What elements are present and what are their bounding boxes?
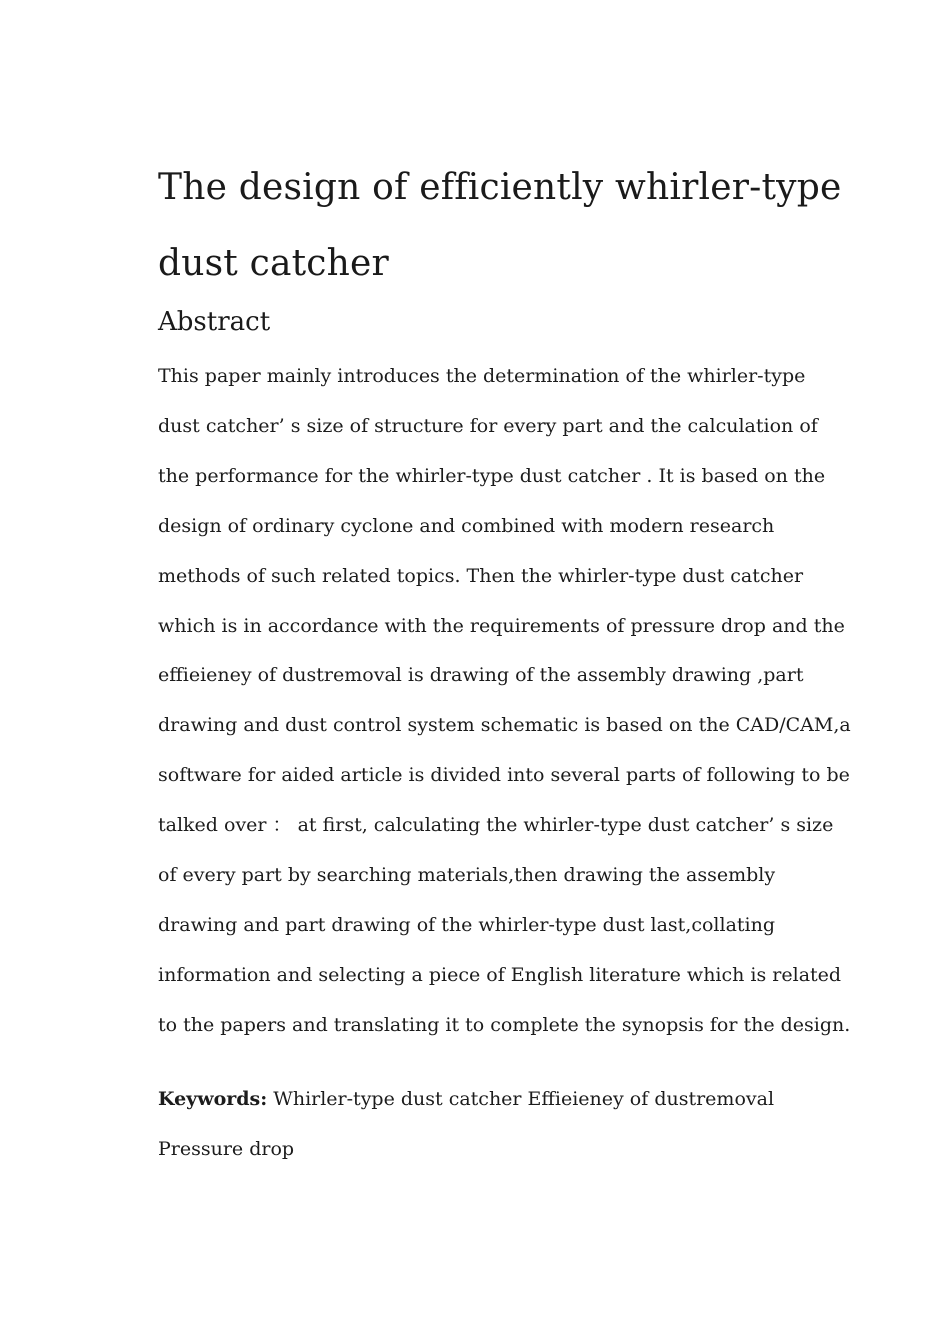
abstract-line: effieieney of dustremoval is drawing of the assembly drawing ,part (158, 664, 804, 687)
abstract-body (158, 352, 851, 1051)
abstract-heading: Abstract (158, 307, 271, 337)
abstract-line: This paper mainly introduces the determination of the whirler-type (158, 365, 806, 387)
abstract-line: talked over ： at first, calculating the whirler-type dust catcher’ s size (158, 814, 834, 837)
keywords-line: Pressure drop (158, 1137, 295, 1160)
abstract-line: drawing and dust control system schematic is based on the CAD/CAM,a (158, 714, 851, 737)
title-line: The design of efficiently whirler-type (158, 167, 842, 208)
abstract-line: methods of such related topics. Then the whirler-type dust catcher (158, 564, 804, 587)
abstract-line: drawing and part drawing of the whirler-type dust last,collating (158, 913, 776, 936)
abstract-line: which is in accordance with the requirements of pressure drop and the (158, 614, 845, 637)
abstract-line: the performance for the whirler-type dust catcher . It is based on the (158, 464, 826, 487)
keywords-label: Keywords: (158, 1087, 268, 1110)
keywords-line (158, 1075, 838, 1125)
abstract-line: dust catcher’ s size of structure for every part and the calculation of (158, 414, 818, 437)
abstract-line: to the papers and translating it to complete the synopsis for the design. (158, 1013, 851, 1036)
abstract-line: of every part by searching materials,then drawing the assembly (158, 864, 776, 887)
paper-title (158, 150, 842, 302)
title-line: dust catcher (158, 243, 389, 284)
abstract-line: software for aided article is divided into several parts of following to be (158, 764, 850, 787)
document-content (158, 150, 851, 1175)
abstract-line: information and selecting a piece of English literature which is related (158, 963, 842, 986)
abstract-line: design of ordinary cyclone and combined with modern research (158, 514, 775, 537)
keywords-text: Whirler-type dust catcher Effieieney of dustremoval (267, 1087, 775, 1110)
keywords-block (158, 1075, 838, 1175)
